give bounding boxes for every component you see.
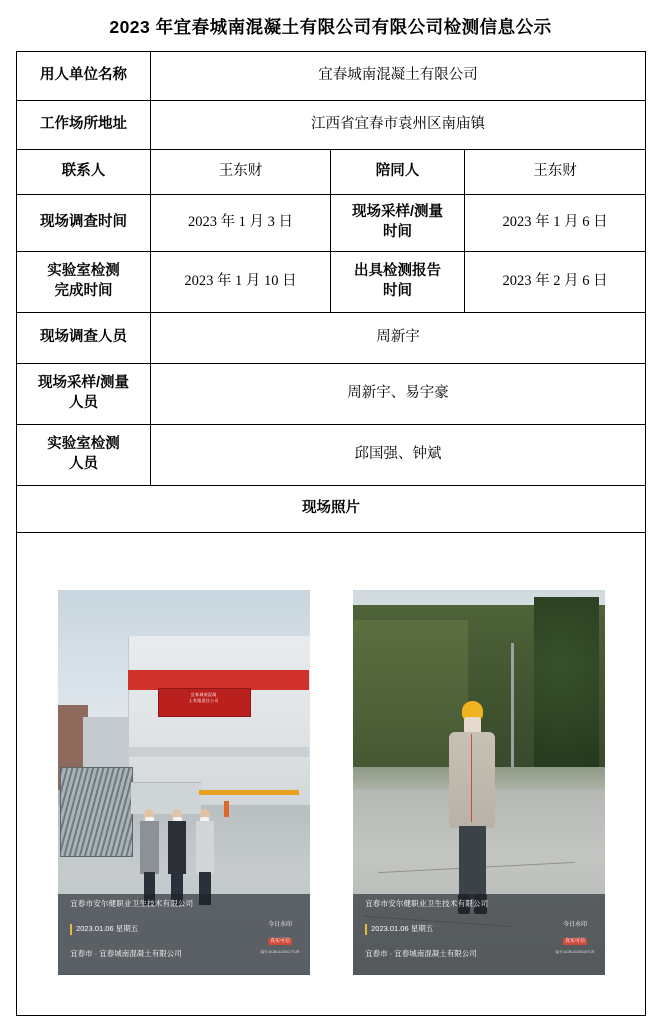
- watermark-badge: [555, 921, 594, 955]
- inspection-info-table: [16, 51, 646, 1016]
- person-body: [196, 821, 214, 874]
- sampling-time-label-line2: 时间: [383, 224, 412, 240]
- employer-name-value: 宜春城南混凝土有限公司: [151, 52, 646, 101]
- watermark-date: 2023.01.06 星期五: [70, 924, 138, 934]
- building-grey-band: [128, 747, 309, 757]
- watermark-company: 宜春市安尔健职业卫生技术有限公司: [70, 898, 194, 908]
- survey-time-value: 2023 年 1 月 3 日: [151, 195, 331, 252]
- company-sign-text-line1: 宜春城南混凝: [190, 691, 217, 697]
- report-issue-value: 2023 年 2 月 6 日: [465, 252, 646, 313]
- photo-watermark-panel: [353, 894, 605, 975]
- lab-staff-label-line1: 实验室检测: [47, 436, 120, 453]
- traffic-cone: [224, 801, 229, 816]
- worker-jacket: [449, 732, 495, 829]
- person-figure: [138, 809, 161, 905]
- lab-completion-label-line2: 完成时间: [54, 283, 113, 299]
- watermark-location: 宜春市 · 宜春城南混凝土有限公司: [70, 948, 182, 958]
- contact-person-label: 联系人: [17, 150, 151, 195]
- survey-staff-label: 现场调查人员: [17, 313, 151, 364]
- sampling-time-value: 2023 年 1 月 6 日: [465, 195, 646, 252]
- accompanying-person-label: 陪同人: [331, 150, 465, 195]
- person-body: [140, 821, 158, 874]
- report-issue-label-line1: 出具检测报告: [354, 263, 441, 280]
- watermark-badge-line3: 编号:ACBL4130418TUR: [555, 949, 595, 954]
- company-sign-text: [161, 692, 247, 704]
- worker-figure: [448, 701, 496, 920]
- site-photos-header: 现场照片: [17, 486, 646, 533]
- survey-time-label: 现场调查时间: [17, 195, 151, 252]
- watermark-location: 宜春市 · 宜春城南混凝土有限公司: [365, 948, 477, 958]
- table-row: [17, 252, 646, 313]
- survey-staff-value: 周新宇: [151, 313, 646, 364]
- lab-staff-label: [17, 425, 151, 486]
- workplace-address-label: 工作场所地址: [17, 101, 151, 150]
- table-row: [17, 425, 646, 486]
- table-row: [17, 101, 646, 150]
- sampling-staff-label-line1: 现场采样/测量: [37, 375, 130, 392]
- lab-completion-label-line1: 实验室检测: [47, 263, 120, 280]
- employer-name-label: 用人单位名称: [17, 52, 151, 101]
- lab-staff-label-line2: 人员: [69, 456, 98, 472]
- person-figure: [166, 809, 189, 905]
- table-row: [17, 364, 646, 425]
- sampling-staff-label-line2: 人员: [69, 395, 98, 411]
- tree-cluster: [534, 597, 600, 766]
- table-row: [17, 486, 646, 533]
- utility-pole: [511, 643, 514, 782]
- report-issue-label: [331, 252, 465, 313]
- lab-staff-value: 邱国强、钟斌: [151, 425, 646, 486]
- table-row: [17, 52, 646, 101]
- page-title: 2023 年宜春城南混凝土有限公司有限公司检测信息公示: [109, 17, 552, 37]
- lab-completion-value: 2023 年 1 月 10 日: [151, 252, 331, 313]
- factory-gate-photo: [58, 590, 310, 975]
- sliding-gate: [60, 767, 133, 858]
- worker-pants: [459, 826, 486, 898]
- watermark-badge-line3: 编号:ACBL4130417TUR: [260, 949, 300, 954]
- watermark-date: 2023.01.06 星期五: [365, 924, 433, 934]
- watermark-badge-line1: 今日水印: [562, 922, 587, 929]
- watermark-badge-line2: 真实可信: [564, 938, 585, 945]
- table-row: [17, 195, 646, 252]
- photo-watermark-panel: [58, 894, 310, 975]
- site-photos-cell: [17, 533, 646, 1016]
- table-row: [17, 150, 646, 195]
- watermark-company: 宜春市安尔健职业卫生技术有限公司: [365, 898, 489, 908]
- lab-completion-label: [17, 252, 151, 313]
- table-row: [17, 533, 646, 1016]
- contact-person-value: 王东财: [151, 150, 331, 195]
- person-body: [168, 821, 186, 874]
- photo-gallery: [21, 554, 641, 995]
- accompanying-person-value: 王东财: [465, 150, 646, 195]
- watermark-badge-line1: 今日水印: [267, 922, 292, 929]
- table-row: [17, 313, 646, 364]
- person-figure: [194, 809, 217, 905]
- workplace-address-value: 江西省宜春市袁州区南庙镇: [151, 101, 646, 150]
- sampling-staff-label: [17, 364, 151, 425]
- watermark-badge-line2: 真实可信: [269, 938, 290, 945]
- jacket-zipper: [471, 734, 472, 822]
- sampling-time-label: [331, 195, 465, 252]
- watermark-badge: [260, 921, 299, 955]
- hillside-road-photo: [353, 590, 605, 975]
- barrier-rail: [199, 790, 300, 795]
- company-sign-text-line2: 土有限责任公司: [188, 697, 219, 703]
- sampling-time-label-line1: 现场采样/测量: [351, 204, 444, 221]
- sampling-staff-value: 周新宇、易宇豪: [151, 364, 646, 425]
- report-issue-label-line2: 时间: [383, 283, 412, 299]
